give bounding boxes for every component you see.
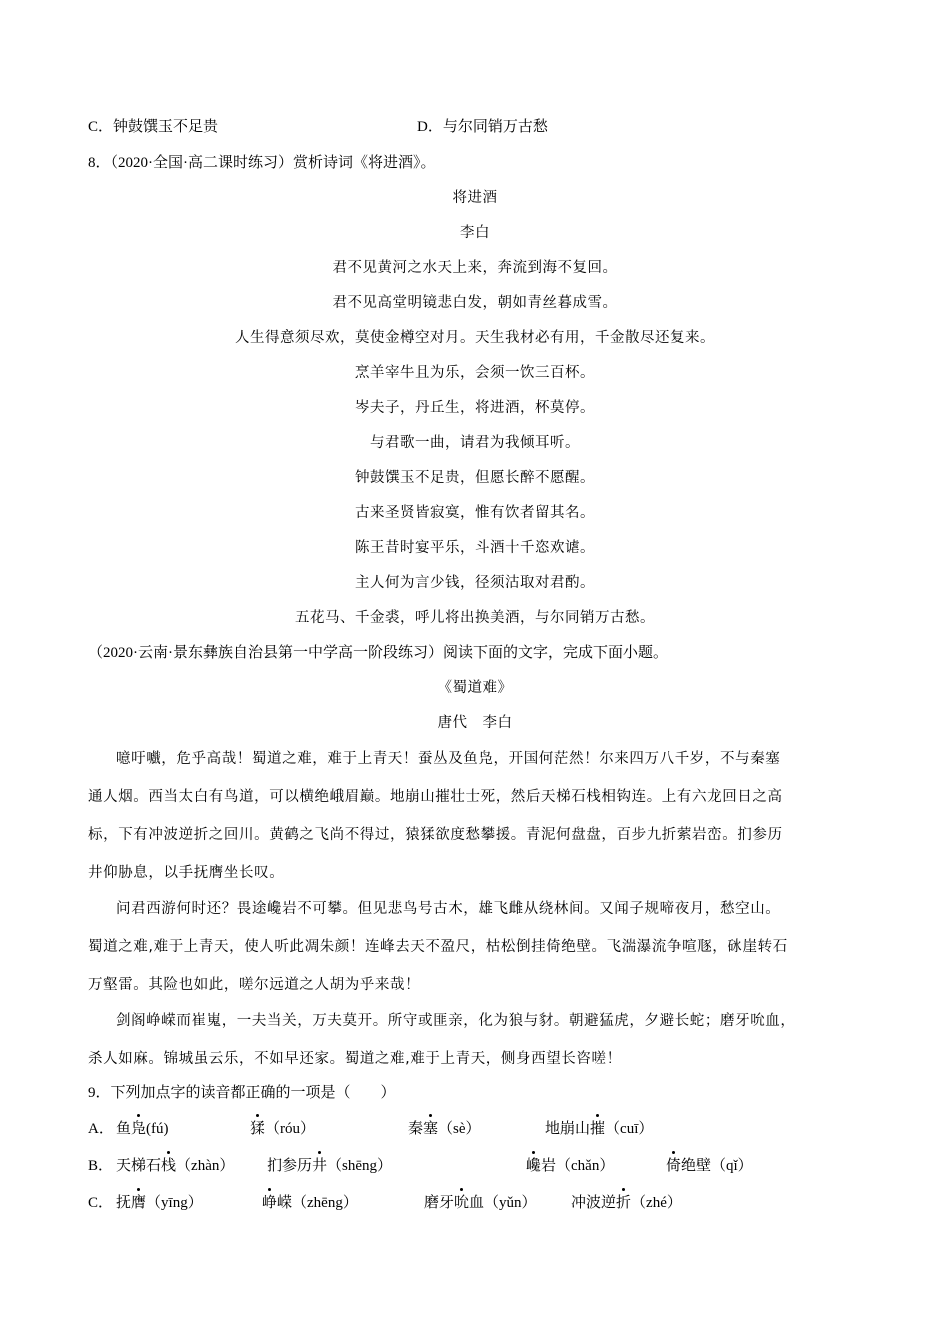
passage-author: 唐代 李白 [437,715,513,731]
q9-option-a-item: 鱼凫(fú) [116,1121,169,1137]
poem-title: 将进酒 [452,190,498,206]
q9-option-c-item: 磨牙吮血（yǔn） [424,1195,537,1211]
reading-intro: （2020·云南·景东彝族自治县第一中学高一阶段练习）阅读下面的文字，完成下面小题。 [88,645,668,661]
passage-line: 蜀道之难,难于上青天，使人听此凋朱颜！连峰去天不盈尺，枯松倒挂倚绝壁。飞湍瀑流争喧豗，砯崖转石 [88,939,788,955]
q9-option-b-item: 巉岩（chǎn） [526,1158,615,1174]
emphasis-dot: 凫 [131,1121,147,1137]
passage-line: 标，下有冲波逆折之回川。黄鹤之飞尚不得过，猿猱欲度愁攀援。青泥何盘盘，百步九折萦岩峦。扪参历 [88,827,783,843]
poem-line: 君不见高堂明镜悲白发，朝如青丝暮成雪。 [332,295,618,311]
q9-option-a-item: 猱（róu） [250,1121,316,1137]
q8-stem: 8．（2020·全国·高二课时练习）赏析诗词《将进酒》。 [88,155,436,171]
poem-line: 君不见黄河之水天上来，奔流到海不复回。 [332,260,618,276]
emphasis-dot: 膺 [131,1195,147,1211]
passage-line: 问君西游何时还？畏途巉岩不可攀。但见悲鸟号古木，雄飞雌从绕林间。又闻子规啼夜月，愁空山。 [116,901,781,917]
poem-line: 岑夫子，丹丘生，将进酒，杯莫停。 [355,400,595,416]
q9-option-a-item: 地崩山摧（cuī） [545,1121,654,1137]
poem-line: 与君歌一曲，请君为我倾耳听。 [370,435,580,451]
passage-line: 通人烟。西当太白有鸟道，可以横绝峨眉巅。地崩山摧壮士死，然后天梯石栈相钩连。上有六龙回日之高 [88,789,783,805]
q9-option-c-item: 抚膺（yīng） [116,1195,203,1211]
q9-option-c-item: 峥嵘（zhēng） [262,1195,358,1211]
poem-line: 主人何为言少钱，径须沽取对君酌。 [355,575,595,591]
q7-option-d: D．与尔同销万古愁 [417,119,548,135]
poem-author: 李白 [460,225,490,241]
q9-option-c-item: 冲波逆折（zhé） [571,1195,682,1211]
passage-line: 剑阁峥嵘而崔嵬，一夫当关，万夫莫开。所守或匪亲，化为狼与豺。朝避猛虎，夕避长蛇；磨牙吮血， [116,1013,796,1029]
q9-option-a-item: 秦塞（sè） [408,1121,481,1137]
emphasis-dot: 巉 [526,1158,542,1174]
emphasis-dot: 塞 [423,1121,439,1137]
emphasis-dot: 吮 [454,1195,470,1211]
poem-line: 烹羊宰牛且为乐，会须一饮三百杯。 [355,365,595,381]
q9-option-b-item: 倚绝壁（qǐ） [666,1158,753,1174]
passage-line: 噫吁嚱，危乎高哉！蜀道之难，难于上青天！蚕丛及鱼凫，开国何茫然！尔来四万八千岁，不与秦塞 [116,751,781,767]
emphasis-dot: 倚 [666,1158,682,1174]
emphasis-dot: 栈 [161,1158,177,1174]
passage-line: 杀人如麻。锦城虽云乐，不如早还家。蜀道之难,难于上青天，侧身西望长咨嗟！ [88,1051,622,1067]
poem-line: 五花马、千金裘，呼儿将出换美酒，与尔同销万古愁。 [295,610,655,626]
q9-option-b-label: B． [88,1158,114,1174]
poem-line: 陈王昔时宴平乐，斗酒十千恣欢谑。 [355,540,595,556]
poem-line: 人生得意须尽欢，莫使金樽空对月。天生我材必有用，千金散尽还复来。 [235,330,715,346]
q9-option-b-item: 扪参历井（shēng） [267,1158,393,1174]
passage-title: 《蜀道难》 [437,680,513,696]
emphasis-dot: 峥 [262,1195,278,1211]
emphasis-dot: 摧 [590,1121,606,1137]
q9-option-a-label: A． [88,1121,114,1137]
q9-option-c-label: C． [88,1195,114,1211]
poem-line: 古来圣贤皆寂寞，惟有饮者留其名。 [355,505,595,521]
passage-line: 井仰胁息，以手抚膺坐长叹。 [88,865,285,881]
q9-stem: 9．下列加点字的读音都正确的一项是（ ） [88,1085,396,1101]
q7-option-c: C．钟鼓馔玉不足贵 [88,119,219,135]
passage-line: 万壑雷。其险也如此，嗟尔远道之人胡为乎来哉！ [88,977,421,993]
emphasis-dot: 猱 [250,1121,266,1137]
q9-option-b-item: 天梯石栈（zhàn） [116,1158,235,1174]
poem-line: 钟鼓馔玉不足贵，但愿长醉不愿醒。 [355,470,595,486]
emphasis-dot: 折 [616,1195,632,1211]
emphasis-dot: 井 [312,1158,328,1174]
